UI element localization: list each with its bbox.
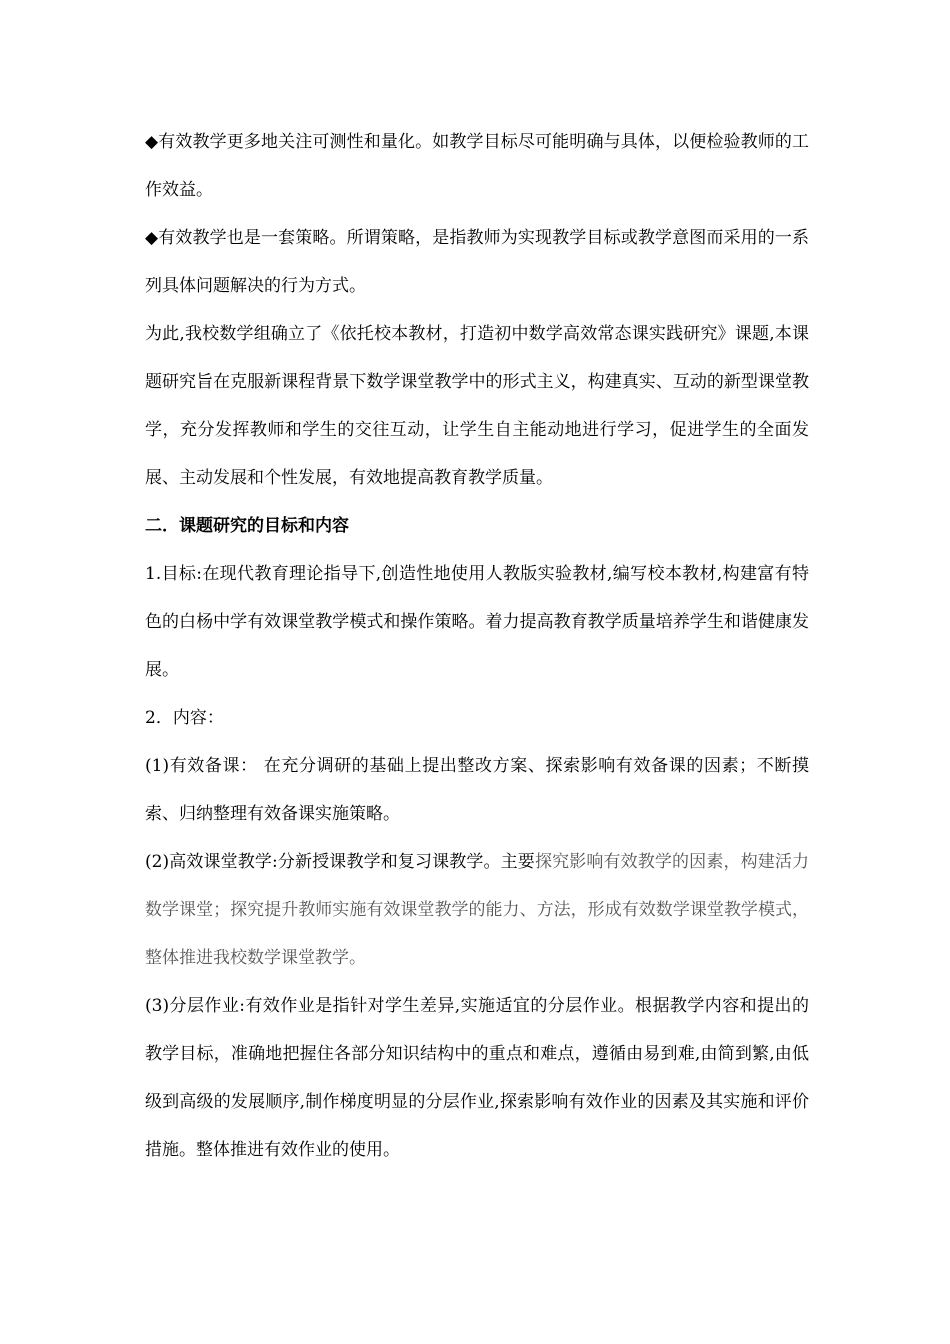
paragraph-content-label: 2．内容： bbox=[145, 708, 224, 728]
paragraph-effective-lesson-prep: (1)有效备课： 在充分调研的基础上提出整改方案、探索影响有效备课的因素；不断摸索、归纳整理有效备课实施策略。 bbox=[145, 756, 809, 824]
paragraph-measurable-teaching: ◆有效教学更多地关注可测性和量化。如教学目标尽可能明确与具体，以便检验教师的工作效益。 bbox=[145, 132, 809, 200]
paragraph-teaching-strategy: ◆有效教学也是一套策略。所谓策略，是指教师为实现教学目标或教学意图而采用的一系列具体问题解决的行为方式。 bbox=[145, 228, 809, 296]
section-heading-goals-content: 二．课题研究的目标和内容 bbox=[145, 516, 349, 536]
paragraph-efficient-classroom-detail: 探究影响有效教学的因素，构建活力数学课堂；探究提升教师实施有效课堂教学的能力、方法，形成有效数学课堂教学模式，整体推进我校数学课堂教学。 bbox=[145, 852, 810, 968]
paragraph-project-introduction: 为此,我校数学组确立了《依托校本教材，打造初中数学高效常态课实践研究》课题,本课题研究旨在克服新课程背景下数学课堂教学中的形式主义，构建真实、互动的新型课堂教学，充分发挥教师和学生的交往互动，让学生自主能动地进行学习，促进学生的全面发展、主动发展和个性发展，有效地提高教育教学质量。 bbox=[145, 324, 809, 488]
paragraph-efficient-classroom-lead: (2)高效课堂教学:分新授课教学和复习课教学。主要 bbox=[145, 852, 535, 872]
paragraph-layered-homework: (3)分层作业:有效作业是指针对学生差异,实施适宜的分层作业。根据教学内容和提出的教学目标，准确地把握住各部分知识结构中的重点和难点，遵循由易到难,由简到繁,由低级到高级的发展顺序,制作梯度明显的分层作业,探索影响有效作业的因素及其实施和评价措施。整体推进有效作业的使用。 bbox=[145, 996, 809, 1160]
paragraph-efficient-classroom bbox=[145, 838, 809, 982]
paragraph-goal: 1.目标:在现代教育理论指导下,创造性地使用人教版实验教材,编写校本教材,构建富有特色的白杨中学有效课堂教学模式和操作策略。着力提高教育教学质量培养学生和谐健康发展。 bbox=[145, 564, 809, 680]
document-page bbox=[145, 118, 809, 1174]
